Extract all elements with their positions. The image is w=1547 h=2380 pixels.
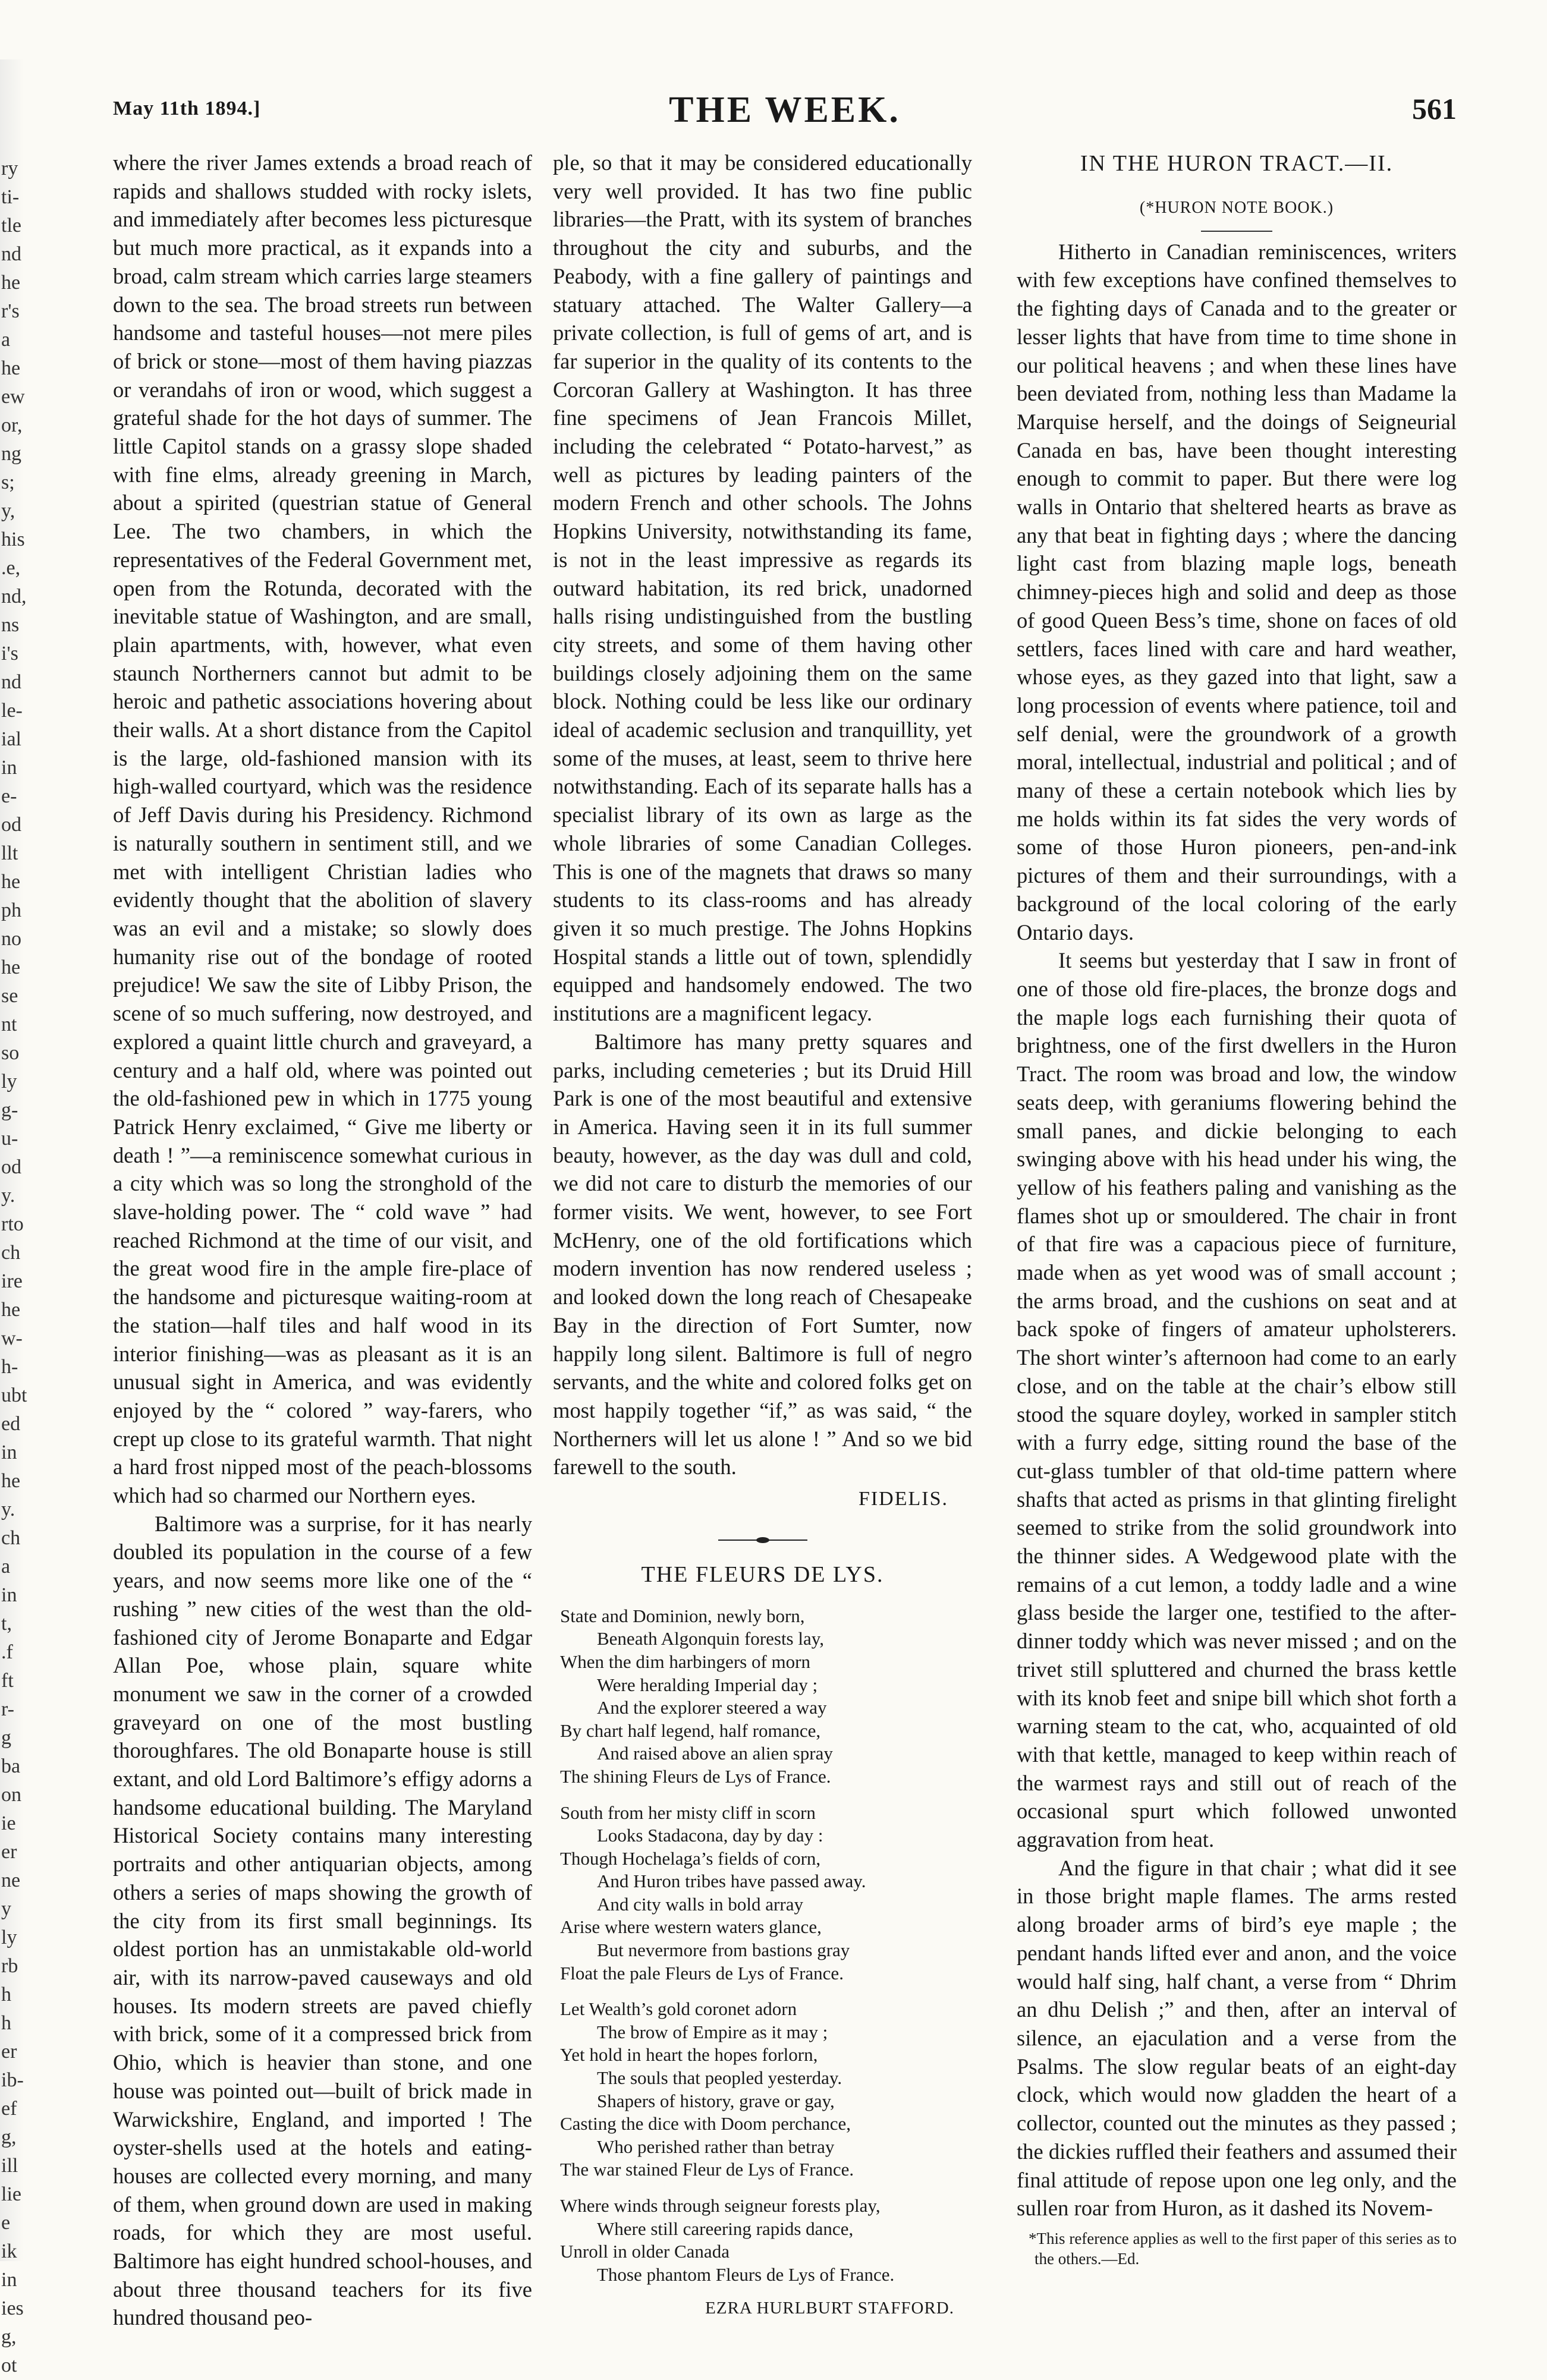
poem-title: THE FLEURS DE LYS. — [641, 1562, 884, 1587]
page-header — [113, 89, 1457, 137]
poem-line: State and Dominion, newly born, — [560, 1605, 805, 1626]
paragraph: ple, so that it may be considered educationally very well provided. It has two fine public libraries—the Pratt, with its system of branches throughout the city and suburbs, and the Peabody, with a fine gallery of paintings and statuary attached. The Walter Gallery—a private collection, is full of gems of art, and is far superior in the quality of its contents to the Corcoran Gallery at Washington. It has three fine specimens of Jean Francois Millet, including the celebrated “ Potato-harvest,” as well as pictures by leading painters of the modern French and other schools. The Johns Hopkins University, notwithstanding its fame, is not in the least impressive as regards its outward habitation, its red brick, unadorned halls rising undistinguished from the bustling city streets, and some of them having other buildings closely adjoining them on the same block. Nothing could be less like our ordinary ideal of academic seclusion and tranquillity, yet some of the muses, at least, seem to thrive here notwithstanding. Each of its separate halls has a specialist library of its own as large as the whole libraries of some Canadian Colleges. This is one of the magnets that draws so many students to its class-rooms and has already given it so much prestige. The Johns Hopkins Hospital stands a little out of town, splendidly equipped and handsomely endowed. The two institutions are a magnificent legacy. — [553, 150, 972, 1026]
article-title: IN THE HURON TRACT.—II. — [1080, 151, 1394, 176]
paragraph: Baltimore has many pretty squares and parks, including cemeteries ; but its Druid Hill Park is one of the most beautiful and extensive in America. Having seen it in its full summer beauty, however, as the day was dull and cold, we did not care to disturb the memories of our former visits. We went, however, to see Fort McHenry, one of the old fortifications which modern invention has now rendered useless ; and looked down the long reach of Chesapeake Bay in the direction of Fort Sumter, now happily long silent. Baltimore is full of negro servants, and the white and colored folks get on most happily together “if,” as was said, “ the Northerners will let us alone ! ” And so we bid farewell to the south. — [553, 1029, 972, 1479]
paragraph: And the figure in that chair ; what did it see in those bright maple flames. The arms rested along broader arms of bird’s eye maple ; the pendant hands lifted ever and anon, and the voice would half sing, half chant, a verse from “ Dhrim an dhu Delish ;” and then, after an interval of silence, an ejaculation and a verse from the Psalms. The slow regular beats of an eight-day clock, which would now gladden the heart of a collector, counted out the minutes as they passed ; the dickies ruffled their feathers and assumed their final attitude of repose upon one leg only, and the sullen roar from Huron, as it dashed its Novem- — [1017, 1855, 1457, 2221]
poem-stanza — [560, 1802, 972, 1985]
poem-line: The brow of Empire as it may ; — [597, 2021, 828, 2042]
poem-line: Where winds through seigneur forests play, — [560, 2195, 881, 2216]
poem-line: Though Hochelaga’s fields of corn, — [560, 1847, 821, 1869]
poem-line: South from her misty cliff in scorn — [560, 1802, 816, 1823]
poem-line: Those phantom Fleurs de Lys of France. — [597, 2263, 895, 2285]
column-1 — [113, 149, 532, 2332]
poem-line: But nevermore from bastions gray — [597, 1940, 850, 1961]
poem — [553, 1605, 972, 2287]
poem-line: Arise where western waters glance, — [560, 1916, 822, 1938]
masthead-title: THE WEEK. — [669, 90, 901, 130]
subtitle-rule — [1201, 231, 1272, 232]
poem-line: Float the pale Fleurs de Lys of France. — [560, 1962, 844, 1984]
poem-line: Beneath Algonquin forests lay, — [597, 1628, 824, 1649]
paragraph: Baltimore was a surprise, for it has nearly doubled its population in the course of a few years, and now seems more like one of the “ rushing ” new cities of the west than the old-fashioned city of Jerome Bonaparte and Edgar Allan Poe, whose plain, square white monument we saw in the corner of a crowded graveyard on one of the most bustling thoroughfares. The old Bonaparte house is still extant, and old Lord Baltimore’s effigy adorns a handsome educational building. The Maryland Historical Society contains many interesting portraits and other antiquarian objects, among others a series of maps showing the growth of the city from its first small beginnings. Its oldest portion has an unmistakable old-world air, with its narrow-paved causeways and old houses. Its modern streets are paved chiefly with brick, some of it a compressed brick from Ohio, which is heavier than stone, and one house was pointed out—built of brick made in Warwickshire, England, and imported ! The oyster-shells used at the hotels and eating-houses are collected every morning, and many of them, when ground down are used in making roads, for which they are most useful. Baltimore has eight hundred school-houses, and about three thousand teachers for its five hundred thousand peo- — [113, 1511, 532, 2330]
poem-line: Let Wealth’s gold coronet adorn — [560, 1998, 797, 2020]
poem-line: By chart half legend, half romance, — [560, 1720, 821, 1741]
poem-line: And Huron tribes have passed away. — [597, 1871, 866, 1892]
poem-line: The war stained Fleur de Lys of France. — [560, 2159, 854, 2180]
page-number: 561 — [1412, 92, 1457, 125]
article-subtitle: (*HURON NOTE BOOK.) — [1139, 199, 1334, 217]
previous-page-edge — [0, 59, 27, 2376]
poem-author: EZRA HURLBURT STAFFORD. — [705, 2299, 954, 2318]
poem-line: Yet hold in heart the hopes forlorn, — [560, 2044, 818, 2066]
poem-line: Shapers of history, grave or gay, — [597, 2090, 835, 2111]
cut-off-text-fragments: ry ti- tle nd he r's a he ew or, ng s; y, his .e, nd, ns i's nd le- ial in e- od llt he ph no he se nt so ly g- u- od y. rto ch ire he w- h- ubt ed in he y. ch a in t, .f ft r- g ba on ie er ne y ly rb h h er ib- ef g, ill lie e ik in ies g, ot — [1, 158, 27, 2376]
poem-line: And city walls in bold array — [597, 1893, 803, 1915]
footnote: *This reference applies as well to the first paper of this series as to the others.—Ed. — [1029, 2229, 1457, 2268]
poem-line: Who perished rather than betray — [597, 2136, 835, 2157]
poem-line: Were heralding Imperial day ; — [597, 1674, 818, 1695]
poem-line: The shining Fleurs de Lys of France. — [560, 1765, 831, 1787]
poem-line: Looks Stadacona, day by day : — [597, 1825, 823, 1846]
paragraph: where the river James extends a broad reach of rapids and shallows studded with rocky islets, and immediately after becomes less picturesque but much more practical, as it expands into a broad, calm stream which carries large steamers down to the sea. The broad streets run between handsome and tasteful houses—not mere piles of brick or stone—most of them having piazzas or verandahs of iron or wood, which suggest a grateful shade for the hot days of summer. The little Capitol stands on a grassy slope shaded with fine elms, already greening in March, about a spirited (questrian statue of General Lee. The two chambers, in which the representatives of the Federal Government met, open from the Rotunda, decorated with the inevitable statue of Washington, and are small, plain apartments, with, however, what even staunch Northerners cannot but admit to be heroic and pathetic associations hovering about their walls. At a short distance from the Capitol is the large, old-fashioned mansion with its high-walled courtyard, which was the residence of Jeff Davis during his Presidency. Richmond is naturally southern in sentiment still, and we met with intelligent Christian ladies who evidently thought that the abolition of slavery was an evil and a mistake; so slowly does humanity rise out of the bondage of rooted prejudice! We saw the site of Libby Prison, the scene of so much suffering, now destroyed, and explored a quaint little church and graveyard, a century and a half old, where was pointed out the old-fashioned pew in which in 1775 young Patrick Henry exclaimed, “ Give me liberty or death ! ”—a reminiscence somewhat curious in a city which was so long the stronghold of the slave-holding power. The “ cold wave ” had reached Richmond at the time of our visit, and the great wood fire in the ample fire-place of the handsome and picturesque waiting-room at the station—half tiles and half wood in its interior finishing—was as pleasant as it is an unusual sight in America, and was evidently enjoyed by the “ colored ” way-farers, who crept up close to its grateful warmth. That night a hard frost nipped most of the peach-blossoms which had so charmed our Northern eyes. — [113, 150, 532, 1508]
section-divider — [718, 1537, 807, 1543]
poem-line: Where still careering rapids dance, — [597, 2218, 854, 2239]
poem-line: Unroll in older Canada — [560, 2241, 730, 2262]
poem-stanza — [560, 1998, 972, 2181]
poem-line: When the dim harbingers of morn — [560, 1651, 810, 1672]
paragraph: It seems but yesterday that I saw in front of one of those old fire-places, the bronze dogs and the maple logs each furnishing their quota of brightness, one of the first dwellers in the Huron Tract. The room was broad and low, the window seats deep, with geraniums flowering behind the small panes, and dickie belonging to each swinging above with his head under his wing, the yellow of his feathers paling and vanishing as the flames shot up or smouldered. The chair in front of that fire was a capacious piece of furniture, made when as yet wood was of small account ; the arms broad, and the cushions on seat and at back spoke of fingers of amateur upholsterers. The short winter’s afternoon had come to an early close, and on the table at the chair’s elbow still stood the square doyley, worked in sampler stitch with a furry edge, sitting round the base of the cut-glass tumbler of that old-time pattern where shafts that acted as prisms in that glinting firelight seemed to strike from the solid groundwork into the thinner sides. A Wedgewood plate with the remains of a cut lemon, a toddy ladle and a wine glass beside the larger one, testified to the after-dinner toddy which was never missed ; and on the trivet still spluttered and churned the brass kettle with its knob feet and snipe bill which shot forth a warning steam to the cat, who, acquainted of old with that kettle, managed to keep within reach of the warmest rays and still out of reach of the occasional spurt which followed unwonted aggravation from heat. — [1017, 948, 1457, 1852]
poem-line: And raised above an alien spray — [597, 1743, 833, 1764]
issue-date: May 11th 1894.] — [113, 97, 261, 119]
poem-stanza — [560, 2195, 972, 2286]
poem-line: And the explorer steered a way — [597, 1697, 827, 1718]
column-3 — [1017, 149, 1457, 2269]
poem-line: The souls that peopled yesterday. — [597, 2067, 842, 2089]
column-2 — [553, 149, 972, 2323]
author-signature: FIDELIS. — [858, 1488, 948, 1510]
paragraph: Hitherto in Canadian reminiscences, writers with few exceptions have confined themselves to the fighting days of Canada and to the greater or lesser lights that have from time to time shone in our political heavens ; and when these lines have been deviated from, nothing less than Madame la Marquise herself, and the doings of Seigneurial Canada en bas, have been thought interesting enough to commit to paper. But there were log walls in Ontario that sheltered hearts as brave as any that beat in fighting days ; where the dancing light cast from blazing maple logs, beneath chimney-pieces high and solid and deep as those of good Queen Bess’s time, shone on faces of old settlers, faces lined with care and hard weather, whose eyes, as they gazed into that light, saw a long procession of events where patience, toil and self denial, were the groundwork of a growth moral, intellectual, industrial and political ; and of many of these a certain notebook which lies by me holds within its fat sides the very words of some of those Huron pioneers, pen-and-ink pictures of them and their surroundings, with a background of the local coloring of the early Ontario days. — [1017, 239, 1457, 945]
poem-line: Casting the dice with Doom perchance, — [560, 2113, 851, 2135]
poem-stanza — [560, 1605, 972, 1789]
